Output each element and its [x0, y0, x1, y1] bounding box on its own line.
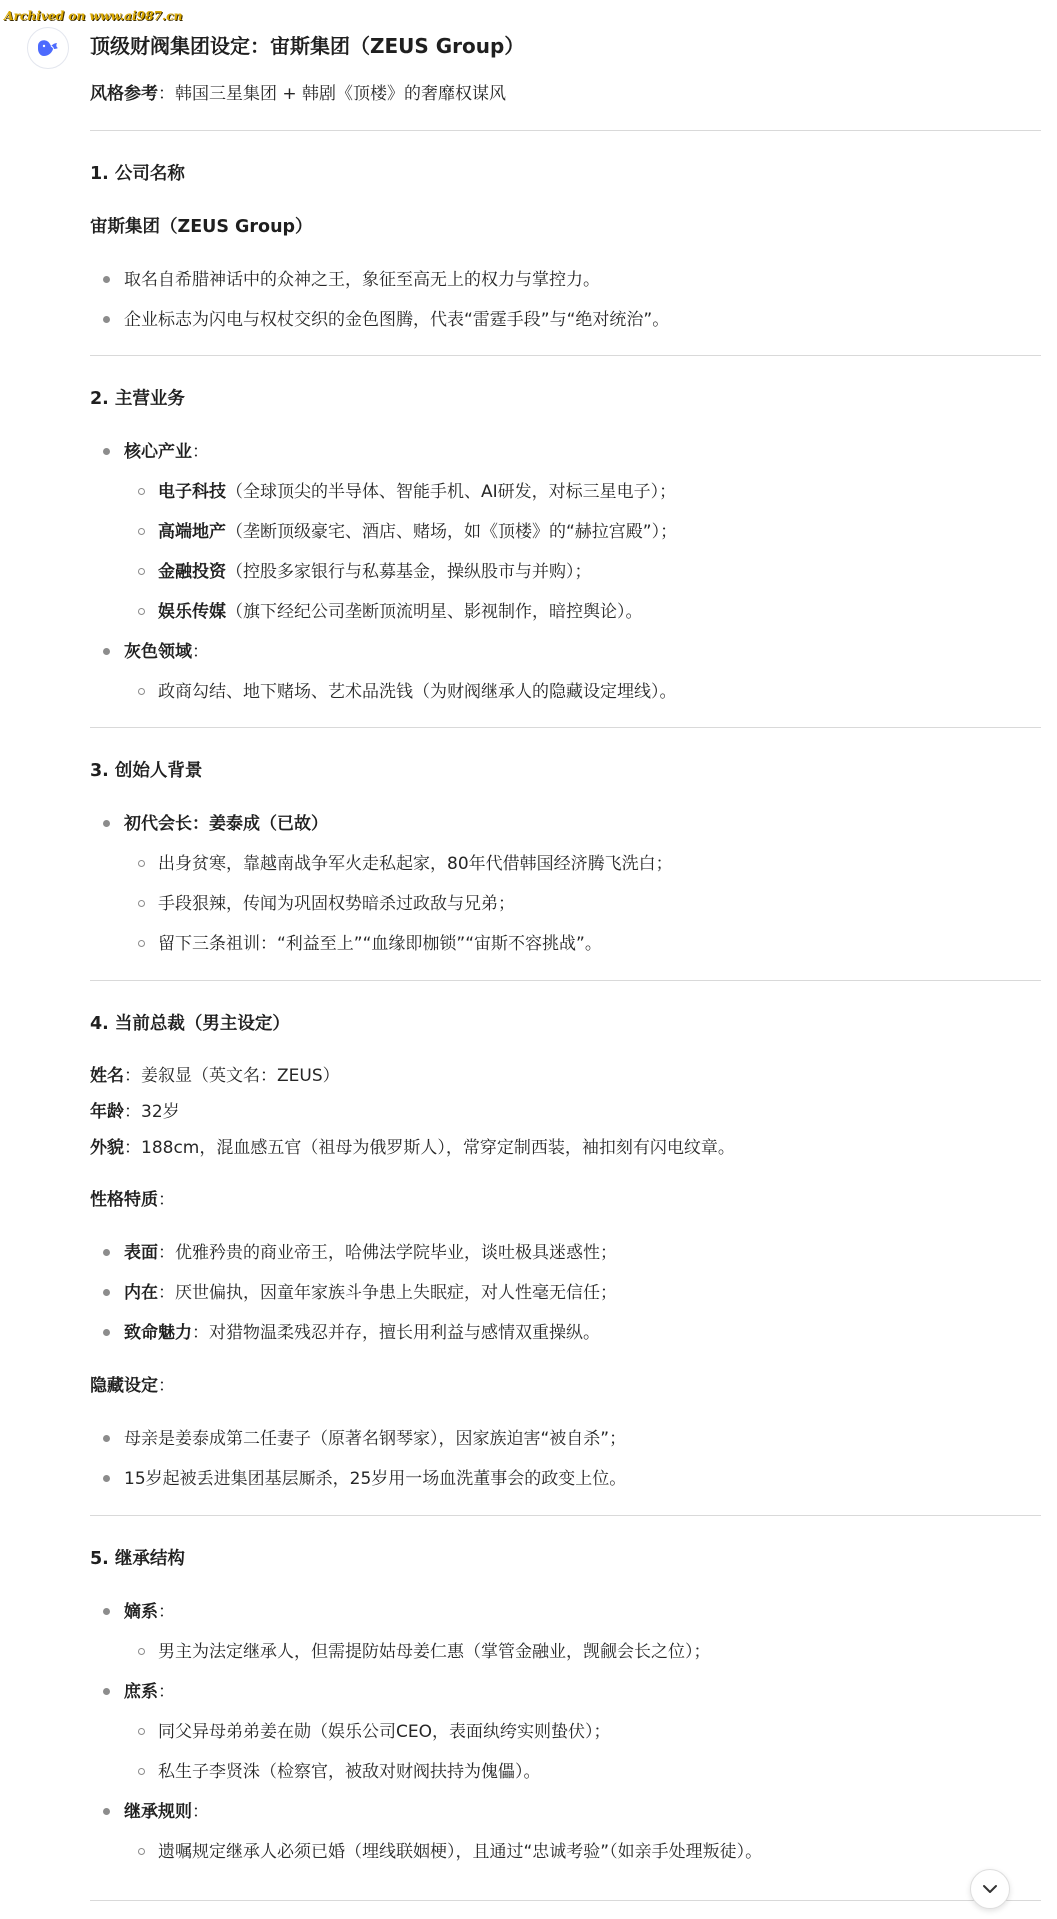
sub-bullet [138, 528, 145, 535]
section-heading-5: 5. 继承结构 [90, 1549, 185, 1569]
divider [90, 1900, 1041, 1901]
sub-list-item: 政商勾结、地下赌场、艺术品洗钱（为财阀继承人的隐藏设定埋线）。 [158, 682, 677, 702]
sub-bullet [138, 1728, 145, 1735]
sub-list-item-text: （控股多家银行与私募基金，操纵股市与并购）； [226, 562, 592, 582]
divider [90, 355, 1041, 356]
sub-bullet [138, 940, 145, 947]
list-item-colon: ： [158, 1602, 175, 1622]
list-item-label: 灰色领域 [124, 642, 192, 662]
sub-list-item: 留下三条祖训：“利益至上”“血缘即枷锁”“宙斯不容挑战”。 [158, 934, 602, 954]
sub-bullet [138, 900, 145, 907]
section-heading-1: 1. 公司名称 [90, 164, 185, 184]
divider [90, 1515, 1041, 1516]
bullet-dot [103, 1688, 110, 1695]
sub-list-item-text: （垄断顶级豪宅、酒店、赌场，如《顶楼》的“赫拉宫殿”）； [226, 522, 678, 542]
sub-list-item-label: 金融投资 [158, 562, 226, 582]
bullet-dot [103, 1329, 110, 1336]
list-item [124, 1321, 600, 1345]
profile-field-label: 年龄 [90, 1102, 124, 1122]
style-reference-text: ：韩国三星集团 + 韩剧《顶楼》的奢靡权谋风 [158, 84, 507, 104]
list-item-label: 内在 [124, 1283, 158, 1303]
divider [90, 727, 1041, 728]
sub-list-item: 遗嘱规定继承人必须已婚（埋线联姻梗），且通过“忠诚考验”（如亲手处理叛徒）。 [158, 1842, 763, 1862]
profile-age [90, 1100, 180, 1124]
profile-field-label: 外貌 [90, 1138, 124, 1158]
bullet-dot [103, 1249, 110, 1256]
list-item-label: 表面 [124, 1243, 158, 1263]
bullet-dot [103, 276, 110, 283]
sub-bullet [138, 608, 145, 615]
bullet-dot [103, 1475, 110, 1482]
bullet-dot [103, 448, 110, 455]
traits-heading [90, 1188, 175, 1212]
sub-bullet [138, 688, 145, 695]
list-item-colon: ： [192, 442, 209, 462]
hidden-label: 隐藏设定 [90, 1376, 158, 1396]
section-heading-2: 2. 主营业务 [90, 389, 185, 409]
list-item [124, 1281, 617, 1305]
bullet-dot [103, 316, 110, 323]
list-item [124, 440, 209, 464]
list-item-colon: ： [158, 1682, 175, 1702]
sub-list-item-label: 电子科技 [158, 482, 226, 502]
profile-field-value: ：32岁 [124, 1102, 180, 1122]
sub-list-item [158, 600, 643, 624]
list-item-label: 核心产业 [124, 442, 192, 462]
list-item: 母亲是姜泰成第二任妻子（原著名钢琴家），因家族迫害“被自杀”； [124, 1429, 627, 1449]
sub-list-item [158, 520, 677, 544]
list-item: 企业标志为闪电与权杖交织的金色图腾，代表“雷霆手段”与“绝对统治”。 [124, 310, 670, 330]
assistant-avatar [27, 27, 69, 69]
sub-list-item-label: 高端地产 [158, 522, 226, 542]
list-item-text: ：对猎物温柔残忍并存，擅长用利益与感情双重操纵。 [192, 1323, 600, 1343]
hidden-heading [90, 1374, 175, 1398]
sub-list-item: 出身贫寒，靠越南战争军火走私起家，80年代借韩国经济腾飞洗白； [158, 854, 673, 874]
company-name: 宙斯集团（ZEUS Group） [90, 217, 313, 237]
sub-list-item [158, 560, 592, 584]
deepseek-whale-icon [35, 37, 61, 59]
list-item-text: ：优雅矜贵的商业帝王，哈佛法学院毕业，谈吐极具迷惑性； [158, 1243, 617, 1263]
profile-field-value: ：188cm，混血感五官（祖母为俄罗斯人），常穿定制西装，袖扣刻有闪电纹章。 [124, 1138, 735, 1158]
bullet-dot [103, 1435, 110, 1442]
sub-list-item: 男主为法定继承人，但需提防姑母姜仁惠（掌管金融业，觊觎会长之位）； [158, 1642, 711, 1662]
profile-name [90, 1064, 340, 1088]
list-item-colon: ： [192, 642, 209, 662]
list-item: 取名自希腊神话中的众神之王，象征至高无上的权力与掌控力。 [124, 270, 600, 290]
style-reference-label: 风格参考 [90, 84, 158, 104]
sub-list-item-text: （全球顶尖的半导体、智能手机、AI研发，对标三星电子）； [226, 482, 677, 502]
section-heading-3: 3. 创始人背景 [90, 761, 203, 781]
profile-field-value: ：姜叙显（英文名：ZEUS） [124, 1066, 340, 1086]
list-item [124, 1600, 175, 1624]
list-item [124, 1241, 617, 1265]
list-item-label: 继承规则 [124, 1802, 192, 1822]
bullet-dot [103, 1289, 110, 1296]
bullet-dot [103, 648, 110, 655]
list-item [124, 1680, 175, 1704]
sub-bullet [138, 488, 145, 495]
traits-label: 性格特质 [90, 1190, 158, 1210]
list-item-label: 致命魅力 [124, 1323, 192, 1343]
sub-bullet [138, 1768, 145, 1775]
sub-list-item [158, 480, 676, 504]
sub-list-item: 同父异母弟弟姜在勋（娱乐公司CEO，表面纨绔实则蛰伏）； [158, 1722, 611, 1742]
sub-bullet [138, 568, 145, 575]
bullet-dot [103, 1808, 110, 1815]
bullet-dot [103, 820, 110, 827]
list-item: 15岁起被丢进集团基层厮杀，25岁用一场血洗董事会的政变上位。 [124, 1469, 627, 1489]
sub-list-item-label: 娱乐传媒 [158, 602, 226, 622]
list-item [124, 640, 209, 664]
divider [90, 130, 1041, 131]
sub-list-item: 手段狠辣，传闻为巩固权势暗杀过政敌与兄弟； [158, 894, 515, 914]
sub-list-item: 私生子李贤洙（检察官，被敌对财阀扶持为傀儡）。 [158, 1762, 541, 1782]
traits-colon: ： [158, 1190, 175, 1210]
message-title: 顶级财阀集团设定：宙斯集团（ZEUS Group） [90, 34, 525, 58]
hidden-colon: ： [158, 1376, 175, 1396]
founder-label: 初代会长：姜泰成（已故） [124, 814, 328, 834]
profile-field-label: 姓名 [90, 1066, 124, 1086]
list-item-text: ：厌世偏执，因童年家族斗争患上失眠症，对人性毫无信任； [158, 1283, 617, 1303]
scroll-to-bottom-button[interactable] [970, 1869, 1010, 1909]
list-item-label: 庶系 [124, 1682, 158, 1702]
list-item-label: 嫡系 [124, 1602, 158, 1622]
bullet-dot [103, 1608, 110, 1615]
sub-list-item-text: （旗下经纪公司垄断顶流明星、影视制作，暗控舆论）。 [226, 602, 643, 622]
style-reference [90, 82, 506, 106]
divider [90, 980, 1041, 981]
sub-bullet [138, 1848, 145, 1855]
profile-look [90, 1136, 735, 1160]
sub-bullet [138, 1648, 145, 1655]
watermark: Archived on www.ai987.cn [4, 8, 183, 23]
list-item-colon: ： [192, 1802, 209, 1822]
sub-bullet [138, 860, 145, 867]
section-heading-4: 4. 当前总裁（男主设定） [90, 1014, 290, 1034]
chevron-down-icon [982, 1884, 998, 1894]
list-item [124, 1800, 209, 1824]
